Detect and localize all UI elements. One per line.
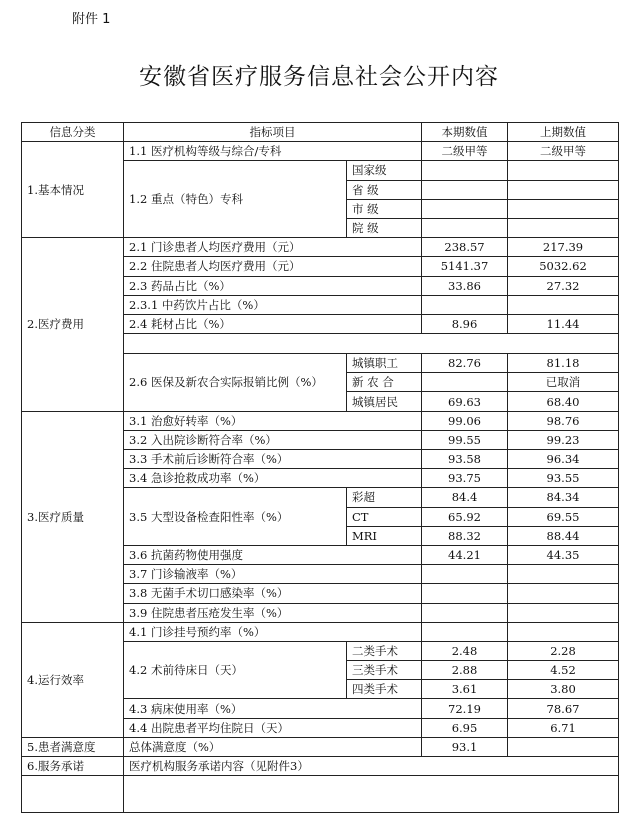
current-value xyxy=(422,373,508,392)
current-value: 8.96 xyxy=(422,314,508,333)
header-row xyxy=(22,123,619,142)
previous-value: 2.28 xyxy=(508,641,619,660)
category-cell: 2.医疗费用 xyxy=(22,238,124,412)
current-value: 93.58 xyxy=(422,450,508,469)
header-indicator: 指标项目 xyxy=(124,123,422,142)
indicator-label: 2.3.1 中药饮片占比（%） xyxy=(124,295,422,314)
previous-value: 11.44 xyxy=(508,314,619,333)
current-value: 2.48 xyxy=(422,641,508,660)
sub-label: 四类手术 xyxy=(347,680,422,699)
previous-value: 68.40 xyxy=(508,392,619,411)
current-value: 44.21 xyxy=(422,545,508,564)
current-value: 99.55 xyxy=(422,430,508,449)
current-value xyxy=(422,584,508,603)
previous-value xyxy=(508,295,619,314)
table-row xyxy=(22,238,619,257)
current-value: 93.75 xyxy=(422,469,508,488)
current-value: 65.92 xyxy=(422,507,508,526)
sub-label: 院 级 xyxy=(347,218,422,237)
indicator-label: 3.5 大型设备检查阳性率（%） xyxy=(124,488,347,546)
previous-value: 44.35 xyxy=(508,545,619,564)
previous-value: 81.18 xyxy=(508,354,619,373)
previous-value xyxy=(508,161,619,180)
current-value: 82.76 xyxy=(422,354,508,373)
indicator-label: 2.4 耗材占比（%） xyxy=(124,314,422,333)
sub-label: 省 级 xyxy=(347,180,422,199)
current-value: 6.95 xyxy=(422,718,508,737)
category-cell: 4.运行效率 xyxy=(22,622,124,737)
previous-value: 88.44 xyxy=(508,526,619,545)
indicator-label: 3.6 抗菌药物使用强度 xyxy=(124,545,422,564)
current-value: 93.1 xyxy=(422,737,508,756)
indicator-label: 3.9 住院患者压疮发生率（%） xyxy=(124,603,422,622)
indicator-label: 1.1 医疗机构等级与综合/专科 xyxy=(124,142,422,161)
previous-value: 二级甲等 xyxy=(508,142,619,161)
category-cell: 5.患者满意度 xyxy=(22,737,124,756)
current-value: 99.06 xyxy=(422,411,508,430)
sub-label: CT xyxy=(347,507,422,526)
indicator-label: 4.4 出院患者平均住院日（天） xyxy=(124,718,422,737)
sub-label: 三类手术 xyxy=(347,661,422,680)
current-value xyxy=(422,603,508,622)
previous-value: 6.71 xyxy=(508,718,619,737)
previous-value xyxy=(508,565,619,584)
table-row xyxy=(22,411,619,430)
previous-value xyxy=(508,622,619,641)
current-value: 88.32 xyxy=(422,526,508,545)
previous-value xyxy=(508,584,619,603)
blank-cell xyxy=(22,776,124,813)
indicator-label: 2.6 医保及新农合实际报销比例（%） xyxy=(124,354,347,412)
commitment-text: 医疗机构服务承诺内容（见附件3） xyxy=(124,757,619,776)
previous-value: 217.39 xyxy=(508,238,619,257)
previous-value: 78.67 xyxy=(508,699,619,718)
sub-label: 城镇职工 xyxy=(347,354,422,373)
indicator-label: 2.2 住院患者人均医疗费用（元） xyxy=(124,257,422,276)
header-previous: 上期数值 xyxy=(508,123,619,142)
previous-value: 69.55 xyxy=(508,507,619,526)
table-row xyxy=(22,142,619,161)
indicator-label: 3.4 急诊抢救成功率（%） xyxy=(124,469,422,488)
current-value: 72.19 xyxy=(422,699,508,718)
previous-value: 93.55 xyxy=(508,469,619,488)
previous-value: 99.23 xyxy=(508,430,619,449)
current-value xyxy=(422,161,508,180)
indicator-label: 3.2 入出院诊断符合率（%） xyxy=(124,430,422,449)
sub-label: 城镇居民 xyxy=(347,392,422,411)
attachment-label: 附件 1 xyxy=(72,12,111,27)
indicator-label: 总体满意度（%） xyxy=(124,737,422,756)
previous-value xyxy=(508,603,619,622)
indicator-label: 3.8 无菌手术切口感染率（%） xyxy=(124,584,422,603)
indicator-label: 4.3 病床使用率（%） xyxy=(124,699,422,718)
sub-label: 彩超 xyxy=(347,488,422,507)
indicator-label: 4.1 门诊挂号预约率（%） xyxy=(124,622,422,641)
current-value xyxy=(422,218,508,237)
disclosure-table xyxy=(21,122,619,813)
sub-label: 市 级 xyxy=(347,199,422,218)
sub-label: 国家级 xyxy=(347,161,422,180)
header-current: 本期数值 xyxy=(422,123,508,142)
previous-value: 3.80 xyxy=(508,680,619,699)
table-row xyxy=(22,776,619,813)
previous-value xyxy=(508,218,619,237)
sub-label: 新 农 合 xyxy=(347,373,422,392)
previous-value: 5032.62 xyxy=(508,257,619,276)
indicator-label: 3.1 治愈好转率（%） xyxy=(124,411,422,430)
indicator-label: 3.3 手术前后诊断符合率（%） xyxy=(124,450,422,469)
category-cell: 6.服务承诺 xyxy=(22,757,124,776)
current-value xyxy=(422,180,508,199)
previous-value: 27.32 xyxy=(508,276,619,295)
current-value: 二级甲等 xyxy=(422,142,508,161)
previous-value: 96.34 xyxy=(508,450,619,469)
current-value xyxy=(422,199,508,218)
previous-value: 已取消 xyxy=(508,373,619,392)
current-value: 5141.37 xyxy=(422,257,508,276)
sub-label: 二类手术 xyxy=(347,641,422,660)
table-row xyxy=(22,622,619,641)
blank-cell xyxy=(124,776,619,813)
current-value: 238.57 xyxy=(422,238,508,257)
previous-value: 4.52 xyxy=(508,661,619,680)
category-cell: 3.医疗质量 xyxy=(22,411,124,622)
header-category: 信息分类 xyxy=(22,123,124,142)
previous-value xyxy=(508,199,619,218)
previous-value: 98.76 xyxy=(508,411,619,430)
current-value xyxy=(422,565,508,584)
current-value xyxy=(422,295,508,314)
indicator-label: 1.2 重点（特色）专科 xyxy=(124,161,347,238)
indicator-label: 2.1 门诊患者人均医疗费用（元） xyxy=(124,238,422,257)
current-value: 3.61 xyxy=(422,680,508,699)
current-value: 33.86 xyxy=(422,276,508,295)
previous-value xyxy=(508,180,619,199)
indicator-label: 4.2 术前待床日（天） xyxy=(124,641,347,699)
current-value: 2.88 xyxy=(422,661,508,680)
category-cell: 1.基本情况 xyxy=(22,142,124,238)
previous-value: 84.34 xyxy=(508,488,619,507)
current-value: 84.4 xyxy=(422,488,508,507)
page-title: 安徽省医疗服务信息社会公开内容 xyxy=(139,64,499,90)
indicator-label: 2.3 药品占比（%） xyxy=(124,276,422,295)
blank-row xyxy=(124,334,619,354)
sub-label: MRI xyxy=(347,526,422,545)
current-value: 69.63 xyxy=(422,392,508,411)
previous-value xyxy=(508,737,619,756)
table-row xyxy=(22,737,619,756)
table-row xyxy=(22,757,619,776)
indicator-label: 3.7 门诊输液率（%） xyxy=(124,565,422,584)
current-value xyxy=(422,622,508,641)
